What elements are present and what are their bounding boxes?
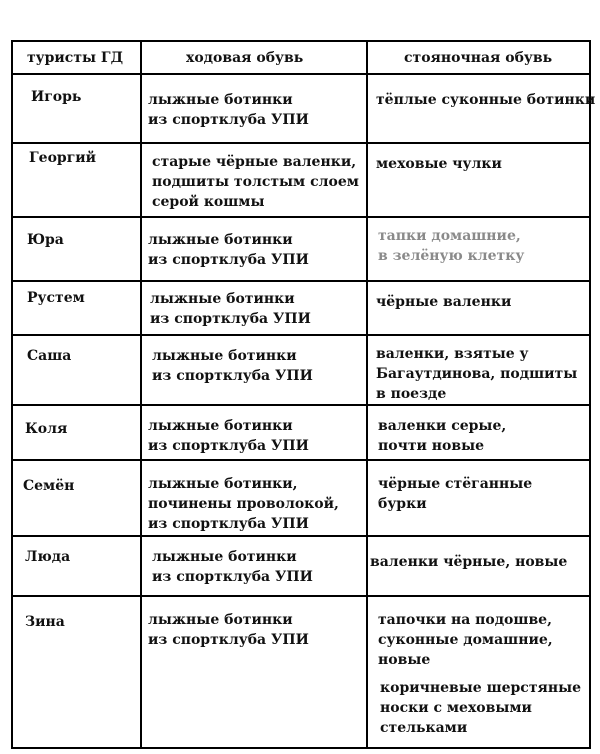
header-tourists: туристы ГД <box>27 50 124 66</box>
tourist-name: Люда <box>25 549 71 565</box>
walking-footwear: лыжные ботинки из спортклуба УПИ <box>150 291 311 327</box>
camp-footwear: тапки домашние, в зелёную клетку <box>378 228 525 264</box>
tourist-name: Рустем <box>27 290 85 306</box>
camp-footwear: валенки чёрные, новые <box>370 554 568 570</box>
walking-footwear: лыжные ботинки из спортклуба УПИ <box>148 418 309 454</box>
table-row <box>13 406 589 461</box>
camp-footwear: чёрные стёганные бурки <box>378 476 533 512</box>
table-row <box>13 218 589 282</box>
tourist-name: Семён <box>23 478 75 494</box>
table-header-row <box>13 42 589 75</box>
table-row <box>13 144 589 218</box>
tourist-name: Коля <box>25 421 68 437</box>
camp-footwear-extra: коричневые шерстяные носки с меховыми стельками <box>380 680 582 736</box>
camp-footwear: меховые чулки <box>376 156 502 172</box>
walking-footwear: лыжные ботинки из спортклуба УПИ <box>148 92 309 128</box>
header-camp-footwear: стояночная обувь <box>404 50 553 66</box>
camp-footwear: тапочки на подошве, суконные домашние, новые <box>378 612 553 668</box>
header-walking-footwear: ходовая обувь <box>186 50 304 66</box>
walking-footwear: лыжные ботинки из спортклуба УПИ <box>148 612 309 648</box>
header-cell-camp <box>368 42 589 73</box>
tourist-name: Саша <box>27 348 72 364</box>
camp-footwear: тёплые суконные ботинки <box>376 92 596 108</box>
walking-footwear: лыжные ботинки из спортклуба УПИ <box>152 549 313 585</box>
table-row <box>13 336 589 406</box>
walking-footwear: лыжные ботинки, починены проволокой, из спортклуба УПИ <box>148 476 339 532</box>
footwear-table <box>11 40 596 749</box>
tourist-name: Зина <box>25 614 65 630</box>
table-row <box>13 75 596 144</box>
header-cell-walking <box>142 42 368 73</box>
header-cell-tourists <box>13 42 142 73</box>
table-row <box>13 537 589 597</box>
camp-footwear: валенки, взятые у Багаутдинова, подшиты в поезде <box>376 346 578 402</box>
walking-footwear: лыжные ботинки из спортклуба УПИ <box>148 232 309 268</box>
table-row <box>13 282 589 336</box>
tourist-name: Георгий <box>29 150 97 166</box>
walking-footwear: лыжные ботинки из спортклуба УПИ <box>152 348 313 384</box>
camp-footwear: валенки серые, почти новые <box>378 418 507 454</box>
tourist-name: Юра <box>27 232 64 248</box>
walking-footwear: старые чёрные валенки, подшиты толстым слоем серой кошмы <box>152 154 359 210</box>
camp-footwear: чёрные валенки <box>376 294 512 310</box>
table-row <box>13 461 589 537</box>
tourist-name: Игорь <box>31 89 82 105</box>
table-row <box>13 597 589 747</box>
